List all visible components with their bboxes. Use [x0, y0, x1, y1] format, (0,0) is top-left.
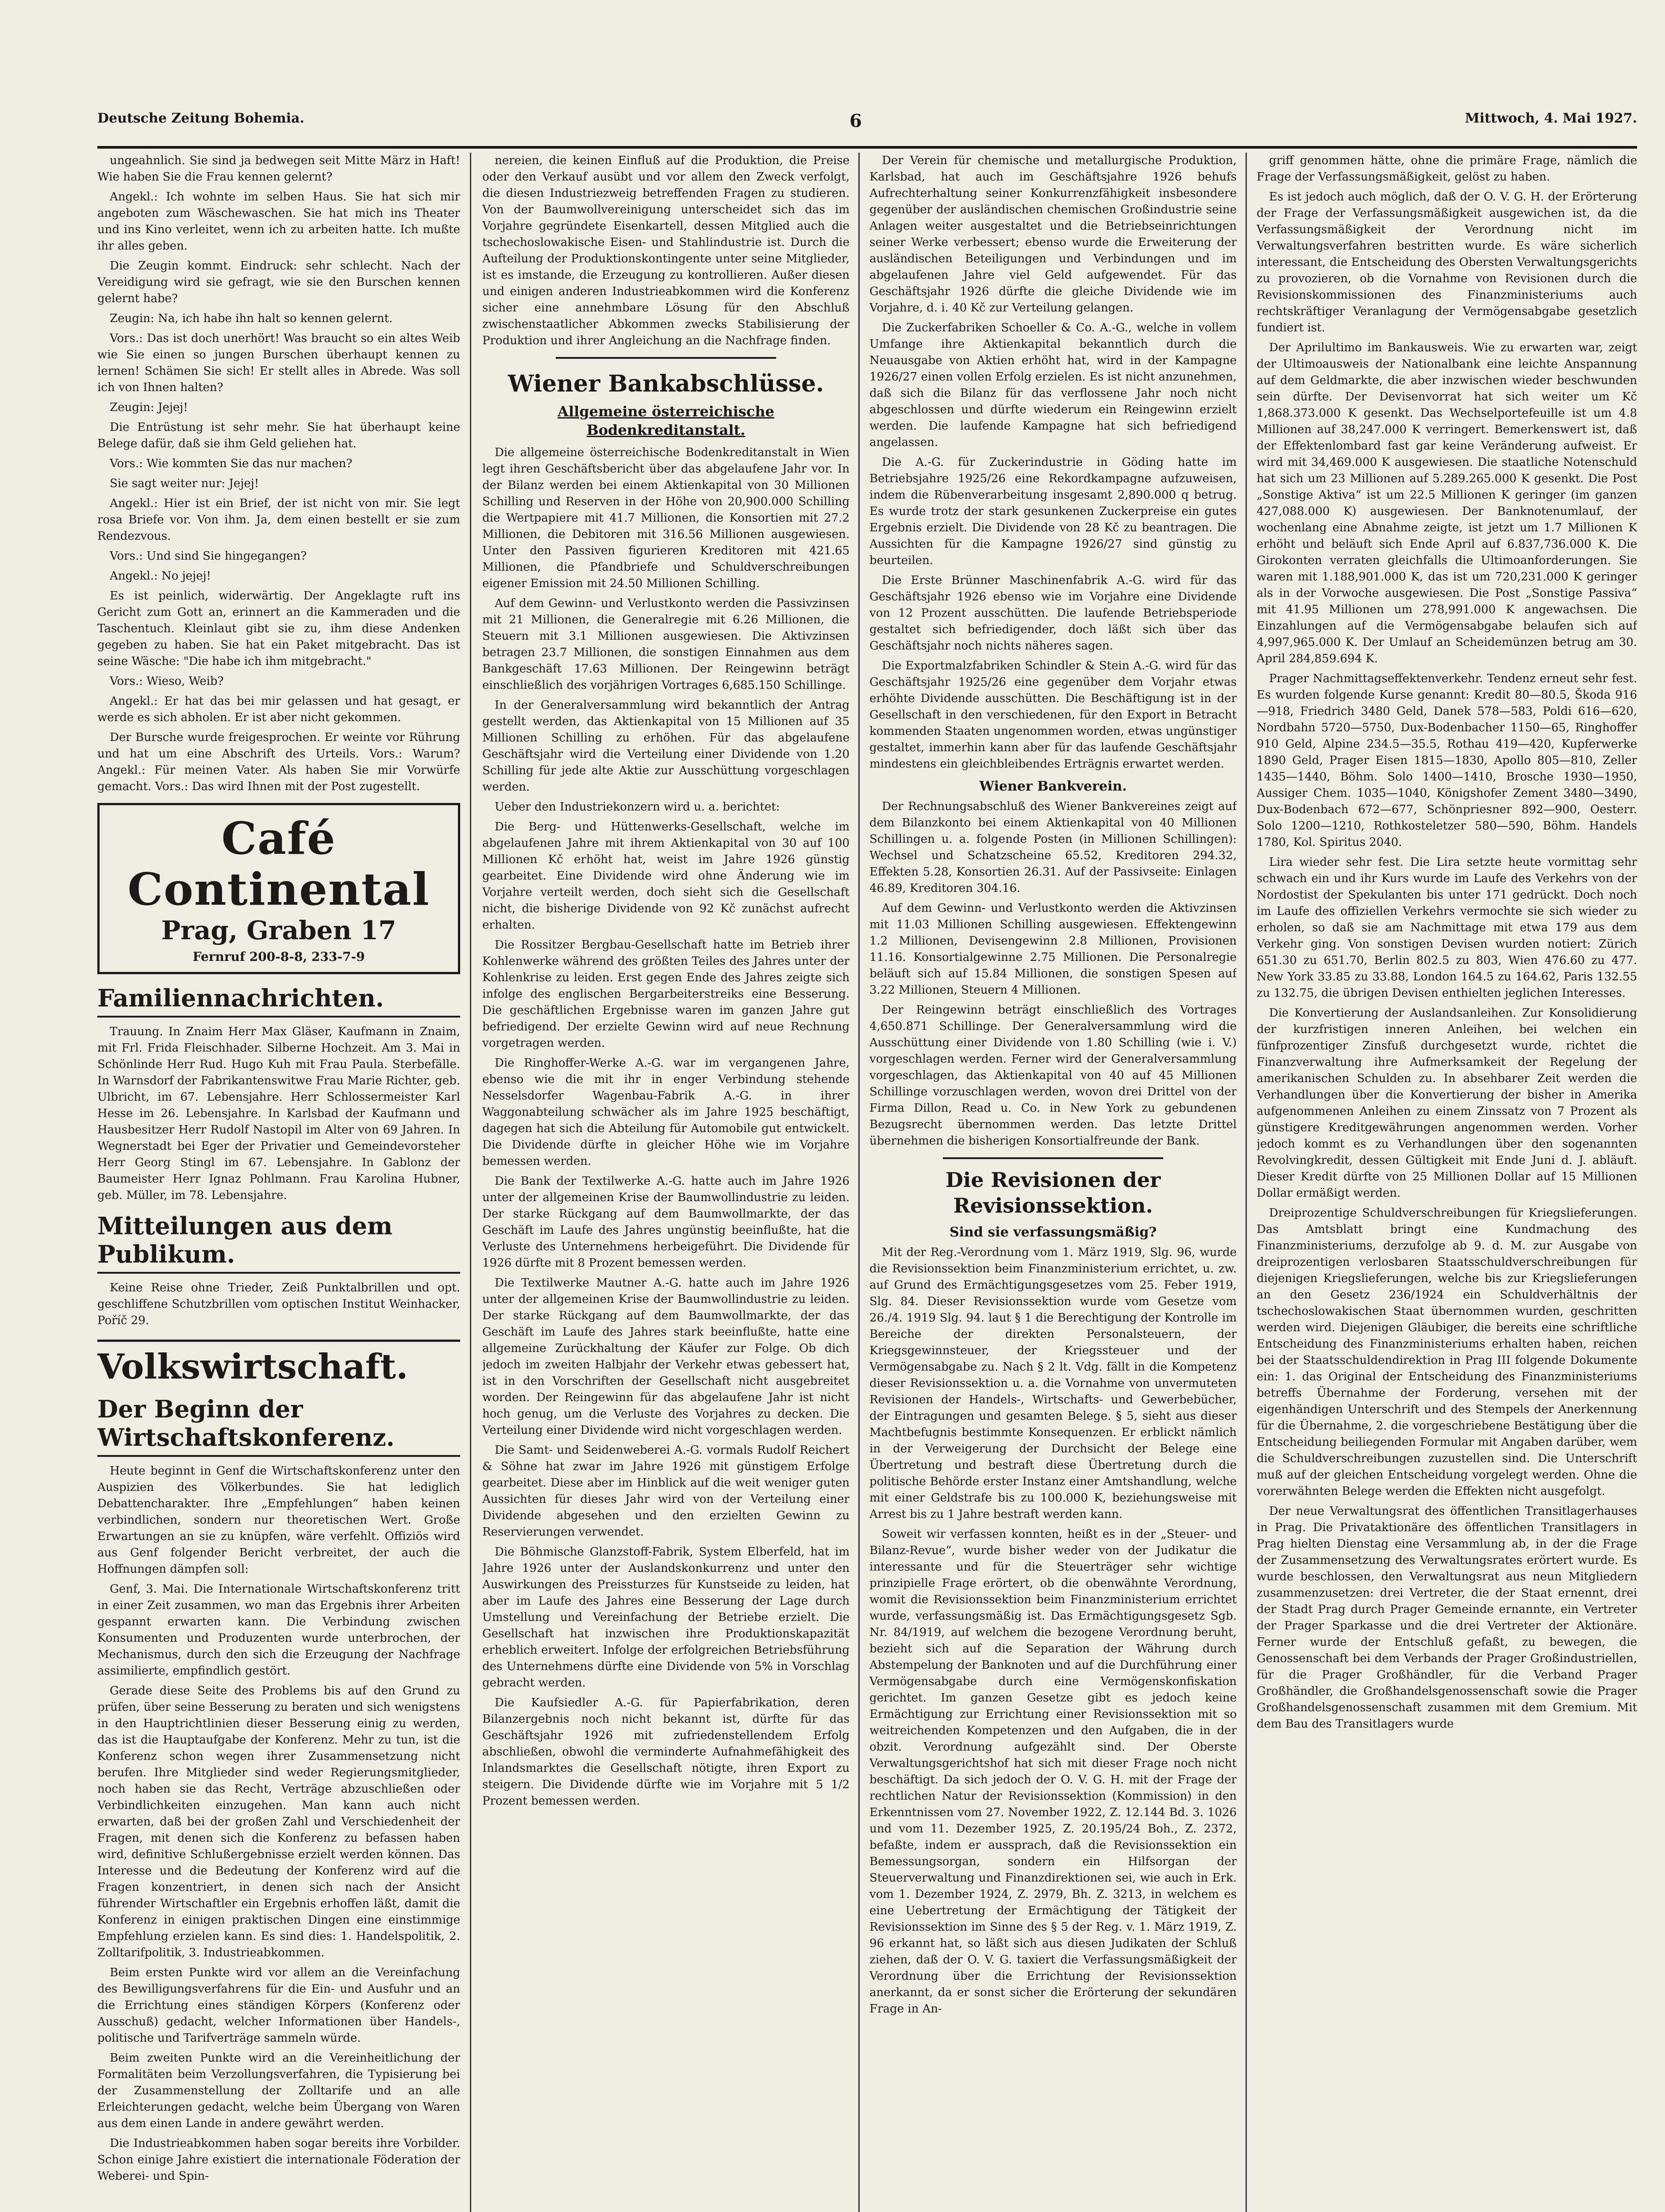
article-paragraph: Die Zuckerfabriken Schoeller & Co. A.-G., welche in vollem Umfange ihre Aktienkapital bekanntlich durch die Neuausgabe von Aktien erhöht hat, wird in der Kampagne 1926/27 einen vollen Erfolg erzielen. Es ist nicht anzunehmen, daß sich die Bilanz für das verflossene Jahr noch nicht abgeschlossen und dürfte wiederum ein Reingewinn erzielt werden. Die laufende Kampagne hat sich befriedigend angelassen.	[869, 321, 1237, 449]
section-divider	[556, 357, 776, 359]
article-paragraph: Die Textilwerke Mautner A.-G. hatte auch im Jahre 1926 unter der allgemeinen Krise der Baumwollindustrie zu leiden. Der starke Rückgang auf dem Baumwollmarkte, der das Geschäft im Laufe des Jahres stark beeinflußte, hatte eine allgemeine Zurückhaltung der Käufer zur Folge. Ob dich jedoch im zweiten Halbjahr der Verkehr etwas gebessert hat, ist in den Vorschriften der Gesellschaft nicht ausgebreitet worden. Der Reingewinn für das abgelaufene Jahr ist nicht hoch genug, um die Verluste des Vorjahres zu decken. Die Verteilung einer Dividende wird nicht vorgeschlagen werden.	[482, 1276, 850, 1437]
column-2	[482, 153, 850, 2212]
article-paragraph: Ueber den Industriekonzern wird u. a. berichtet:	[495, 800, 780, 814]
page-header	[97, 111, 1637, 146]
dialogue-paragraph: Zeugin: Jejej!	[110, 401, 188, 414]
article-paragraph: Der neue Verwaltungsrat des öffentlichen Transitlagerhauses in Prag. Die Privataktionäre des öffentlichen Transitlagers in Prag hielten Dienstag eine Versammlung ab, in der die Frage der Zusammensetzung des Verwaltungsrates erörtert wurde. Es wurde beschlossen, den Verwaltungsrat aus neun Mitgliedern zusammenzusetzen: drei Vertreter, die der Staat ernennt, drei der Stadt Prag durch Prager Gemeinde ernannte, ein Vertreter der Prager Sparkasse und die drei Vertreter der Aktionäre. Ferner wurde der Entschluß gefaßt, zu bewegen, die Genossenschaft bei dem Verbands der Prager Großindustriellen, für die Prager Großhändler, für die Verband Prager Großhändler, die Großhandelsgenossenschaft sowie die Prager Großhandelsgenossenschaft zusammen mit dem Gremium. Mit dem Bau des Transitlagers wurde	[1257, 1505, 1637, 1731]
ad-phone: Fernruf 200-8-8, 233-7-9	[192, 949, 365, 964]
bankverein-article	[869, 799, 1237, 1149]
dialogue-paragraph: Die Zeugin kommt. Eindruck: sehr schlecht. Nach der Vereidigung wird sie gefragt, wie sie den Burschen kennen gelernt habe?	[97, 259, 460, 305]
article-paragraph: nereien, die keinen Einfluß auf die Produktion, die Preise oder den Verkauf ausübt und vor allem den Zweck verfolgt, die diesen Industriezweig betreffenden Fragen zu studieren. Von der Baumwollvereinigung unterscheidet sich das im Vorjahre gegründete Eisenkartell, dessen Mitglied auch die tschechoslowakische Eisen- und Stahlindustrie ist. Durch die Aufteilung der Produktionskontingente unter seine Mitglieder, ist es imstande, die Erzeugung zu kontrollieren. Außer diesen und einigen anderen Industrieabkommen wird die Konferenz sicher eine annehmbare Lösung für den Abschluß zwischenstaatlicher Abkommen zwecks Stabilisierung der Produktion und ihrer Angleichung an die Nachfrage finden.	[482, 154, 850, 347]
article-paragraph: In der Generalversammlung wird bekanntlich der Antrag gestellt werden, das Aktienkapital von 15 Millionen auf 35 Millionen Schilling zu erhöhen. Für das abgelaufene Geschäftsjahr wird die Verteilung einer Dividende von 1.20 Schilling für jede alte Aktie zur Ausschüttung vorgeschlagen werden.	[482, 699, 850, 794]
ad-title: Café Continental	[127, 812, 430, 915]
article-paragraph: Beim zweiten Punkte wird an die Vereinheitlichung der Formalitäten beim Verzollungsverfahren, die Typisierung bei der Zusammenstellung der Zolltarife und an alle Erleichterungen gedacht, welche beim Übergang von Waren aus dem einen Lande in andere gewährt werden.	[97, 2051, 460, 2130]
conference-continuation	[482, 153, 850, 349]
article-paragraph: Die Berg- und Hüttenwerks-Gesellschaft, welche im abgelaufenen Jahre mit ihrem Aktienkapital von 30 auf 100 Millionen Kč erhöht hat, weist im Jahre 1926 günstig gearbeitet. Eine Dividende wird ohne Änderung wie im Vorjahre verteilt werden, doch sieht sich die Gesellschaft nicht, die bisherige Dividende von 92 Kč zunächst aufrecht erhalten.	[482, 820, 850, 932]
article-paragraph: Heute beginnt in Genf die Wirtschaftskonferenz unter den Auspizien des Völkerbundes. Sie hat lediglich Debattencharakter. Ihre „Empfehlungen“ haben keinen verbindlichen, sondern nur theoretischen Wert. Große Erwartungen an sie zu knüpfen, wäre verfehlt. Offiziös wird aus Genf folgender Bericht verbreitet, der auch die Hoffnungen dämpfen soll:	[97, 1464, 460, 1576]
dialogue-paragraph: Vors.: Das ist doch unerhört! Was braucht so ein altes Weib wie Sie einen so jungen Burschen überhaupt kennen zu lernen! Schämen Sie sich! Er stellt alles in Abrede. Was soll ich von Ihnen halten?	[97, 332, 460, 394]
article-paragraph: Mit der Reg.-Verordnung vom 1. März 1919, Slg. 96, wurde die Revisionssektion beim Finanzministerium errichtet, u. zw. auf Grund des Ermächtigungsgesetzes vom 25. Feber 1919, Slg. 84. Dieser Revisionssektion wurde vom Gesetze vom 26./4. 1919 Slg. 94. laut § 1 die Berechtigung der Kontrolle im Bereiche der direkten Personalsteuern, der Kriegsgewinnsteuer, der Kriegssteuer und der Vermögensabgabe zu. Nach § 2 lt. Vdg. fällt in die Kompetenz dieser Revisionssektion u. a. die Vornahme von unvermuteten Revisionen der Handels-, Wirtschafts- und Gewerbebücher, der Eintragungen und gesamten Belege. § 5, sieht aus dieser Machtbefugnis bestimmte Konsequenzen. Er erblickt nämlich in der Verweigerung der Durchsicht der Belege eine Übertretung und bestraft diese Übertretung durch die politische Behörde erster Instanz einer Amtshandlung, welche mit einer Geldstrafe bis zu 100.000 K, beziehungsweise mit Arrest bis zu 1 Jahre bestraft werden kann.	[869, 1246, 1237, 1521]
dialogue-paragraph: Angekl.: Er hat das bei mir gelassen und hat gesagt, er werde es sich abholen. Er ist aber nicht gekommen.	[97, 695, 460, 724]
page-number: 6	[850, 111, 862, 131]
dialogue-paragraph: Angekl.: No jejej!	[110, 569, 211, 583]
header-rule	[97, 146, 1637, 149]
conference-heading: Der Beginn der Wirtschaftskonferenz.	[97, 1395, 460, 1457]
article-paragraph: griff genommen hätte, ohne die primäre Frage, nämlich die Frage der Verfassungsmäßigkeit, gelöst zu haben.	[1257, 154, 1637, 184]
dialogue-paragraph: ungeahnlich. Sie sind ja bedwegen seit Mitte März in Haft! Wie haben Sie die Frau kennen gelernt?	[97, 154, 460, 184]
column-4	[1257, 153, 1637, 2212]
column-divider	[470, 153, 471, 2212]
article-paragraph: Der Verein für chemische und metallurgische Produktion, Karlsbad, hat auch im Geschäftsjahre 1926 behufs Aufrechterhaltung seiner Konkurrenzfähigkeit insbesondere gegenüber der ausländischen chemischen Großindustrie seine Anlagen weiter ausgestaltet und die Betriebseinrichtungen seiner Werke verbessert; ebenso wurde die Erweiterung der ausländischen Beteiligungen und Verbindungen und im abgelaufenen Jahre viel Geld aufgewendet. Für das Geschäftsjahr 1926 dürfte die gleiche Dividende wie im Vorjahre, d. i. 40 Kč zur Verteilung gelangen.	[869, 154, 1237, 315]
article-paragraph: Es ist jedoch auch möglich, daß der O. V. G. H. der Erörterung der Frage der Verfassungsmäßigkeit ausgewichen ist, da die Verfassungsmäßigkeit der Verordnung nicht im Verwaltungsverfahren bestritten wurde. Es wäre sicherlich interessant, die Entscheidung des Obersten Verwaltungsgerichts zu provozieren, ob die Vornahme von Revisionen durch die Revisionskommissionen des Finanzministeriums auch rechtskräftiger Veranlagung der Vermögensabgabe gesetzlich fundiert ist.	[1257, 190, 1637, 334]
column-3	[869, 153, 1237, 2212]
revision-article	[869, 1244, 1237, 2017]
article-paragraph: Die Konvertierung der Auslandsanleihen. Zur Konsolidierung der kurzfristigen inneren Anleihen, bei welchen ein fünfprozentiger Zinsfuß durchgesetzt wurde, richtet die Finanzverwaltung ihre Aufmerksamkeit der Regelung der amerikanischen Schulden zu. In absehbarer Zeit werden die Verhandlungen über die Konvertierung der bisher in Amerika aufgenommenen Anleihen zu einem Zinssatz von 7 Prozent als günstigere Kreditgewährungen angenommen werden. Vorher jedoch kommt es zu Verhandlungen über den sogenannten Revolvingkredit, dessen Gültigkeit mit Ende Juni d. J. abläuft. Dieser Kredit dürfte von 25 Millionen Dollar auf 15 Millionen Dollar ermäßigt werden.	[1257, 1006, 1637, 1200]
article-paragraph: Lira wieder sehr fest. Die Lira setzte heute vormittag sehr schwach ein und ihr Kurs wurde im Laufe des Verkehrs von der Nordostist der Spekulanten bis unter 171 gedrückt. Doch noch im Laufe des offiziellen Verkehrs vermochte sie sich wieder zu erholen, so daß sie am Nachmittage mit etwa 179 aus dem Verkehr ging. Von sonstigen Devisen wurden notiert: Zürich 651.30 zu 651.70, Berlin 802.5 zu 803, Wien 476.60 zu 477. New York 33.85 zu 33.88, London 164.5 zu 164.62, Paris 132.55 zu 132.75, die übrigen Devisen enthielten jeglichen Interesses.	[1257, 856, 1637, 1000]
article-paragraph: Auf dem Gewinn- und Verlustkonto werden die Aktivzinsen mit 11.03 Millionen Schilling ausgewiesen. Effektengewinn 1.2 Millionen, Devisengewinn 2.8 Millionen, Provisionen 11.16. Konsortialgewinne 2.75 Millionen. Die Personalregie beläuft sich auf 15.84 Millionen, die sonstigen Spesen auf 3.22 Millionen, Steuern 4 Millionen.	[869, 902, 1237, 997]
company-reports	[869, 153, 1237, 772]
article-paragraph: Die Ringhoffer-Werke A.-G. war im vergangenen Jahre, ebenso wie die mit ihr in enger Verbindung stehende Nesselsdorfer Wagenbau-Fabrik A.-G. in ihrer Waggonabteilung schwächer als im Jahre 1925 beschäftigt, dagegen hat sich die Abteilung für Automobile gut entwickelt. Die Dividende dürfte in gleicher Höhe wie im Vorjahre bemessen werden.	[482, 1056, 850, 1168]
economy-heading: Volkswirtschaft.	[97, 1340, 460, 1387]
ad-address: Prag, Graben 17	[161, 915, 396, 945]
article-paragraph: Die Samt- und Seidenweberei A.-G. vormals Rudolf Reichert & Söhne hat zwar im Jahre 1926 mit günstigem Erfolge gearbeitet. Diese aber im Hinblick auf die weit weniger guten Aussichten für dieses Jahr wird von der Verteilung einer Dividende abgesehen und den erzielten Gewinn zu Reservierungen verwendet.	[482, 1444, 850, 1539]
dialogue-paragraph: Der Bursche wurde freigesprochen. Er weinte vor Rührung und hat um eine Abschrift des Urteils. Vors.: Warum? Angekl.: Für meinen Vater. Als haben Sie mir Vorwürfe gemacht. Vors.: Das wird Ihnen mit der Post zugestellt.	[97, 731, 460, 793]
dialogue-paragraph: Angekl.: Hier ist ein Brief, der ist nicht von mir. Sie legt rosa Briefe vor. Von ihm. Ja, dem einen bestellt er sie zum Rendezvous.	[97, 497, 460, 543]
article-paragraph: Der Aprilultimo im Bankausweis. Wie zu erwarten war, zeigt der Ultimoausweis der Nationalbank eine leichte Anspannung auf dem Geldmarkte, die aber inzwischen wieder beschwunden sein dürfte. Der Devisenvorrat hat sich weiter um Kč 1,868.373.000 K gesenkt. Das Wechselportefeuille ist um 4.8 Millionen auf 38,247.000 K verringert. Bemerkenswert ist, daß der Effektenlombard fast gar keine Veränderung aufweist. Er wird mit 34,469.000 K ausgewiesen. Die staatliche Notenschuld hat sich um 23 Millionen auf 5.289.265.000 K gesenkt. Die Post „Sonstige Aktiva“ ist um 22.5 Millionen K geringer (im ganzen 427,088.000 K) ausgewiesen. Der Banknotenumlauf, der wochenlang eine Abnahme zeigte, ist jetzt um 1.7 Millionen K erhöht und beläuft sich Ende April auf 6.837,736.000 K. Die Girokonten verraten gleichfalls die Ultimoanforderungen. Sie waren mit 1.188,901.000 K, das ist um 720,231.000 K geringer als in der Vorwoche ausgewiesen. Die Post „Sonstige Passiva“ mit 41.95 Millionen um 278,991.000 K angewachsen. Die Einzahlungen auf die Vermögensabgabe belaufen sich auf 4,997,965.000 K. Der Umlauf an Scheidemünzen betrug am 30. April 284,859.694 K.	[1257, 341, 1637, 665]
family-news-text: Trauung. In Znaim Herr Max Gläser, Kaufmann in Znaim, mit Frl. Frida Fleischhader. Silberne Hochzeit. Am 3. Mai in Schönlinde Herr Rud. Hugo Kuh mit Frau Paula. Sterbefälle. In Warnsdorf der Fabrikantenswitwe Frau Marie Richter, geb. Ulbricht, im 67. Lebensjahre. Herr Schlossermeister Karl Hesse im 26. Lebensjahre. In Karlsbad der Kaufmann und Hausbesitzer Herr Rudolf Nastopil im Alter von 69 Jahren. In Wegnerstadt bei Eger der Privatier und Gemeindevorsteher Herr Georg Stingl im 67. Lebensjahre. In Gablonz der Baumeister Herr Ignaz Pohlmann. Frau Karolina Hubner, geb. Müller, im 78. Lebensjahre.	[97, 1025, 460, 1202]
article-paragraph: Dreiprozentige Schuldverschreibungen für Kriegslieferungen. Das Amtsblatt bringt eine Kundmachung des Finanzministeriums, derzufolge ab 9. d. M. zur Ausgabe von dreiprozentigen verlosbaren Staatsschuldverschreibungen für diejenigen Kriegslieferungen, welche bis zur Kriegslieferungen an den Gesetz 236/1924 ein Schuldverhältnis der tschechoslowakischen Staat übernommen wurden, geschritten werden wird. Diejenigen Gläubiger, die bereits eine schriftliche Entscheidung des Finanzministeriums erhalten haben, reichen bei der Staatsschuldendirektion in Prag III folgende Dokumente ein: 1. das Original der Entscheidung des Finanzministeriums betreffs Übernahme der Forderung, versehen mit der eigenhändigen Unterschrift und des Stempels der Anerkennung für die Übernahme, 2. die vorgeschriebene Bestätigung über die Entscheidung beiliegenden Formular mit Angaben darüber, wem die Schuldverschreibungen zuzustellen sind. Die Unterschrift muß auf der gleichen Entscheidung vorgelegt werden. Ohne die vorerwähnten Belege werden die Effekten nicht ausgefolgt.	[1257, 1206, 1637, 1498]
dialogue-paragraph: Angekl.: Ich wohnte im selben Haus. Sie hat sich mir angeboten zum Wäschewaschen. Sie hat mich ins Theater und ins Kino verleitet, wenn ich zu arbeiten hatte. Ich mußte ihr alles geben.	[97, 190, 460, 253]
public-notices-heading: Mitteilungen aus dem Publikum.	[97, 1212, 460, 1274]
public-notices-text: Keine Reise ohne Trieder, Zeiß Punktalbrillen und opt. geschliffene Schutzbrillen vom optischen Institut Weinhacker, Poříč 29.	[97, 1281, 460, 1327]
bank-reports-article	[482, 445, 850, 1809]
article-paragraph: Genf, 3. Mai. Die Internationale Wirtschaftskonferenz tritt in einer Zeit zusammen, wo man das Ergebnis ihrer Arbeiten gespannt erwarten kann. Die Verbindung zwischen Konsumenten und Produzenten wurde unterbrochen, der Mechanismus, durch den sich die Erzeugung der Nachfrage assimilierte, empfindlich gestört.	[97, 1582, 460, 1678]
article-paragraph: Die Kaufsiedler A.-G. für Papierfabrikation, deren Bilanzergebnis noch nicht bekannt ist, dürfte für das Geschäftsjahr 1926 mit zufriedenstellendem Erfolg abschließen, obwohl die verminderte Aufnahmefähigkeit des Inlandsmarktes die Gesellschaft nötigte, ihren Export zu steigern. Die Dividende dürfte wie im Vorjahre mit 5 1/2 Prozent bemessen werden.	[482, 1696, 850, 1808]
article-paragraph: Soweit wir verfassen konnten, heißt es in der „Steuer- und Bilanz-Revue“, wurde bisher weder von der Judikatur die interessante und für die Steuerträger sehr wichtige prinzipielle Frage erörtert, ob die obenwähnte Verordnung, womit die Revisionssektion beim Finanzministerium errichtet wurde, verfassungsmäßig ist. Das Ermächtigungsgesetz Sgb. Nr. 84/1919, auf welchem die bezogene Verordnung beruht, bezieht sich auf die Separation der Währung durch Abstempelung der Banknoten und auf die Durchführung einer Vermögensabgabe durch eine Vermögenskonfiskation gerichtet. Im ganzen Gesetze gibt es jedoch keine Ermächtigung zur Errichtung einer Revisionssektion mit so weitreichenden Kompetenzen und den Aufgaben, die in der obzit. Verordnung aufgezählt sind. Der Oberste Verwaltungsgerichtshof hat sich mit dieser Frage noch nicht beschäftigt. Da sich jedoch der O. V. G. H. mit der Frage der rechtlichen Natur der Revisionssektion (Kommission) in den Erkenntnissen vom 27. November 1922, Z. 12.144 Bd. 3. 1026 und vom 11. Dezember 1925, Z. 20.195/24 Boh., Z. 2372, befaßte, indem er aussprach, daß die Revisionssektion ein Bemessungsorgan, sondern ein Hilfsorgan der Steuerverwaltung und Finanzdirektionen sei, wie auch in Erk. vom 1. Dezember 1924, Z. 2979, Bh. Z. 3213, in welchem es eine Uebertretung der Ermächtigung der Tätigkeit der Revisionssektion im Sinne des § 5 der Reg. v. 1. März 1919, Z. 96 erkannt hat, so läßt sich aus diesen Judikaten der Schluß ziehen, daß der O. V. G. taxiert die Verfassungsmäßigkeit der Verordnung über die Errichtung der Revisionssektion anerkannt, da er sonst sicher die Erörterung der sekundären Frage in An-	[869, 1528, 1237, 2016]
dialogue-paragraph: Sie sagt weiter nur: Jejej!	[110, 477, 259, 490]
article-paragraph: Die Erste Brünner Maschinenfabrik A.-G. wird für das Geschäftsjahr 1926 ebenso wie im Vorjahre eine Dividende von 12 Prozent ausschütten. Die laufende Betriebsperiode gestaltet sich befriedigender, doch läßt sich über das Geschäftsjahr noch nichts näheres sagen.	[869, 574, 1237, 653]
cafe-advertisement	[97, 803, 460, 974]
dialogue-paragraph: Vors.: Und sind Sie hingegangen?	[110, 549, 307, 563]
revision-subheading: Sind sie verfassungsmäßig?	[950, 1225, 1157, 1240]
dialogue-paragraph: Es ist peinlich, widerwärtig. Der Angeklagte ruft ins Gericht zum Gott an, erinnert an die Kammeraden und die Taschentuch. Kleinlaut gibt sie zu, ihm diese Andenken gegeben zu haben. Sie hat ein Paket mitgebracht. Das ist seine Wäsche: "Die habe ich ihm mitgebracht."	[97, 589, 460, 668]
article-paragraph: Die Industrieabkommen haben sogar bereits ihre Vorbilder. Schon einige Jahre existiert die internationale Föderation der Weberei- und Spin-	[97, 2137, 460, 2183]
article-paragraph: Der Rechnungsabschluß des Wiener Bankvereines zeigt auf dem Bilanzkonto bei einem Aktienkapital von 40 Millionen Schillingen u. a. folgende Posten (in Millionen Schillingen): Wechsel und Schatzscheine 65.52, Kreditoren 294.32, Effekten 5.28, Konsortien 26.31. Auf der Passivseite: Einlagen 46.89, Kreditoren 304.16.	[869, 800, 1237, 895]
article-paragraph: Beim ersten Punkte wird vor allem an die Vereinfachung des Bewilligungsverfahrens für die Ein- und Ausfuhr und an die Errichtung eines ständigen Körpers (Konferenz oder Ausschuß) gedacht, welcher Informationen über Handels-, politische und Tarifverträge sammeln würde.	[97, 1966, 460, 2045]
issue-date: Mittwoch, 4. Mai 1927.	[1465, 111, 1637, 126]
article-paragraph: Gerade diese Seite des Problems bis auf den Grund zu prüfen, über seine Besserung zu beraten und sich wenigstens in den Hauptrichtlinien dieser Besserung einig zu werden, das ist die Hauptaufgabe der Konferenz. Mehr zu tun, ist die Konferenz schon wegen ihrer Zusammensetzung nicht berufen. Ihre Mitglieder sind weder Regierungsmitglieder, noch haben sie das Recht, Verträge abzuschließen oder Verbindlichkeiten einzugehen. Man kann auch nicht erwarten, daß bei der großen Zahl und Verschiedenheit der Fragen, mit denen sich die Konferenz zu befassen haben wird, definitive Schlußergebnisse erzielt werden können. Das Interesse und die Bedeutung der Konferenz wird auf die Fragen konzentriert, in denen sich nach der Ansicht führender Wirtschaftler ein Ergebnis erhoffen läßt, damit die Konferenz in einigen praktischen Dingen eine einstimmige Empfehlung erzielen kann. Es sind dies: 1. Handelspolitik, 2. Zolltarifpolitik, 3. Industrieabkommen.	[97, 1684, 460, 1959]
article-paragraph: Die Böhmische Glanzstoff-Fabrik, System Elberfeld, hat im Jahre 1926 unter der Auslandskonkurrenz und unter den Auswirkungen des Preissturzes für Kunstseide zu leiden, hat aber im Laufe des Jahres eine Besserung der Lage durch Umstellung und Vereinfachung der Betriebe erzielt. Die Gesellschaft hat inzwischen ihre Produktionskapazität erheblich erweitert. Infolge der erfolgreichen Betriebsführung des Unternehmens dürfte eine Dividende von 5% in Vorschlag gebracht werden.	[482, 1545, 850, 1690]
article-paragraph: Die A.-G. für Zuckerindustrie in Göding hatte im Betriebsjahre 1925/26 eine Rekordkampagne aufzuweisen, indem die Rübenverarbeitung insgesamt 2,890.000 q betrug. Es wurde trotz der stark gesunkenen Zuckerpreise ein gutes Ergebnis erzielt. Die Dividende von 28 Kč zu beantragen. Die Aussichten für die Kampagne 1926/27 sind günstig zu beurteilen.	[869, 456, 1237, 567]
column-divider	[858, 153, 860, 2212]
column-divider	[1246, 153, 1247, 2212]
article-paragraph: Prager Nachmittagseffektenverkehr. Tendenz erneut sehr fest. Es wurden folgende Kurse genannt: Kredit 80—80.5, Škoda 916—918, Friedrich 3480 Geld, Danek 578—583, Poldi 616—620, Nordbahn 5720—5750, Dux-Bodenbacher 1150—65, Ringhoffer 910 Geld, Alpine 234.5—35.5, Rothau 419—420, Kupferwerke 1890 Geld, Prager Eisen 1815—1830, Apollo 805—810, Zeller 1435—1440, Böhm. Solo 1400—1410, Brosche 1930—1950, Aussiger Chem. 1035—1040, Königshofer Zement 3480—3490, Dux-Bodenbach 672—677, Schönpriesner 892—900, Oesterr. Solo 1200—1210, Rothkosteletzer 580—590, Böhm. Handels 1780, Kol. Spiritus 2040.	[1257, 672, 1637, 849]
section-divider	[943, 1157, 1163, 1159]
dialogue-paragraph: Vors.: Wie kommten Sie das nur machen?	[110, 457, 353, 470]
dialogue-paragraph: Die Entrüstung ist sehr mehr. Sie hat überhaupt keine Belege dafür, daß sie ihm Geld geliehen hat.	[97, 421, 460, 450]
article-paragraph: Die Rossitzer Bergbau-Gesellschaft hatte im Betrieb ihrer Kohlenwerke während des größten Teiles des Jahres unter der Kohlenkrise zu leiden. Erst gegen Ende des Jahres zeigte sich infolge des englischen Bergarbeiterstreiks eine Besserung. Die geschäftlichen Ergebnisse waren im ganzen Jahre gut befriedigend. Der erzielte Gewinn wird auf neue Rechnung vorgetragen werden.	[482, 938, 850, 1050]
dialogue-paragraph: Zeugin: Na, ich habe ihn halt so kennen gelernt.	[110, 312, 393, 325]
court-dialogue	[97, 153, 460, 795]
conference-article	[97, 1463, 460, 2185]
article-paragraph: Der Reingewinn beträgt einschließlich des Vortrages 4,650.871 Schillinge. Der Generalversammlung wird die Ausschüttung einer Dividende von 1.80 Schilling (wie i. V.) vorgeschlagen werden. Ferner wird der Generalversammlung vorgeschlagen, das Aktienkapital von 40 auf 45 Millionen Schillinge vorzuschlagen werden, wovon drei Drittel von der Firma Dillon, Read u. Co. in New York zu gebundenen Bezugsrecht übernommen werden. Das letzte Drittel übernehmen die bisherigen Konsortialfreunde der Bank.	[869, 1003, 1237, 1148]
article-paragraph: Die Bank der Textilwerke A.-G. hatte auch im Jahre 1926 unter der allgemeinen Krise der Baumwollindustrie zu leiden. Der starke Rückgang auf dem Baumwollmarkte, der das Geschäft im Laufe des Jahres ungünstig beeinflußte, hat die Verluste des Unternehmens herbeigeführt. Die Dividende für 1926 dürfte mit 8 Prozent bemessen werden.	[482, 1175, 850, 1270]
article-paragraph: Auf dem Gewinn- und Verlustkonto werden die Passivzinsen mit 21 Millionen, die Generalregie mit 6.26 Millionen, die Steuern mit 3.1 Millionen ausgewiesen. Die Aktivzinsen betragen 23.7 Millionen, die sonstigen Einnahmen aus dem Bankgeschäft 17.63 Millionen. Der Reingewinn beträgt einschließlich des vorjährigen Vortrages 6,685.150 Schillinge.	[482, 597, 850, 692]
family-news-heading: Familiennachrichten.	[97, 984, 460, 1018]
article-paragraph: Die Exportmalzfabriken Schindler & Stein A.-G. wird für das Geschäftsjahr 1925/26 eine gegenüber dem Vorjahr etwas erhöhte Dividende ausschütten. Die Beschäftigung ist in der Gesellschaft in den verschiedenen, für den Export in Betracht kommenden Staaten ungenommen worden, etwas ungünstiger gestaltet, immerhin kann aber für das laufende Geschäftsjahr mindestens ein gleichbleibendes Erträgnis erwartet werden.	[869, 659, 1237, 771]
revision-continuation	[1257, 153, 1637, 336]
article-paragraph: Die allgemeine österreichische Bodenkreditanstalt in Wien legt ihren Geschäftsbericht über das abgelaufene Jahr vor. In der Bilanz werden bei einem Aktienkapital von 30 Millionen Schilling und Reserven in der Höhe von 20,900.000 Schilling die Wertpapiere mit 41.7 Millionen, die Konsortien mit 27.2 Millionen, die Debitoren mit 316.56 Millionen ausgewiesen. Unter den Passiven figurieren Kreditoren mit 421.65 Millionen, die Pfandbriefe und Schuldverschreibungen eigener Emission mit 24.50 Millionen Schilling.	[482, 446, 850, 590]
bankverein-heading: Wiener Bankverein.	[979, 779, 1127, 794]
newspaper-name: Deutsche Zeitung Bohemia.	[97, 111, 304, 126]
bank-reports-subheading: Allgemeine österreichische Bodenkreditanstalt.	[558, 403, 774, 438]
dialogue-paragraph: Vors.: Wieso, Weib?	[110, 675, 224, 688]
bank-reports-heading: Wiener Bankabschlüsse.	[508, 370, 824, 397]
revision-heading: Die Revisionen der Revisionssektion.	[945, 1168, 1161, 1217]
market-news	[1257, 340, 1637, 1732]
column-1	[97, 153, 460, 2212]
